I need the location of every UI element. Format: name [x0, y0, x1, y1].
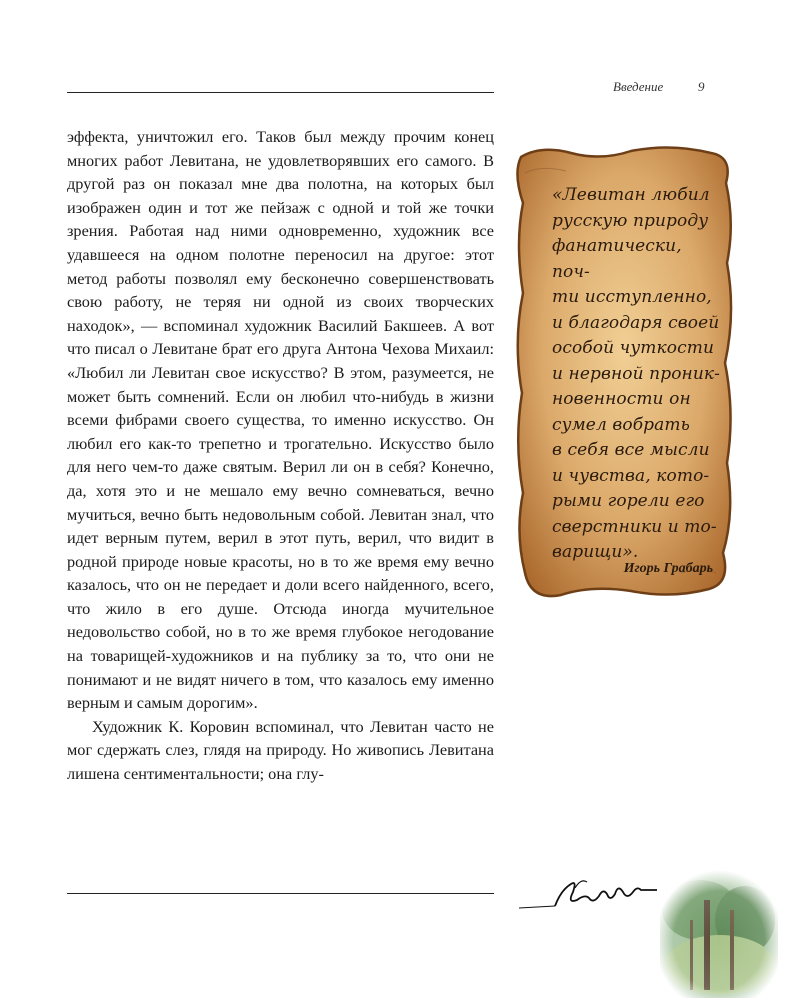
quote-line: фанатически, поч- [552, 236, 682, 282]
running-head [560, 79, 710, 97]
quote-line: и чувства, кото- [552, 465, 710, 486]
paragraph: Художник К. Коровин вспоминал, что Левитан часто не мог сдержать слез, глядя на природу. Но живопись Левитана лишена сентиментальности; она глу- [67, 716, 494, 784]
footer-rule [67, 893, 494, 894]
main-text-column [67, 125, 494, 786]
quote-line: в себя все мысли [552, 440, 710, 460]
header-rule [67, 92, 494, 93]
page-number: 9 [698, 79, 705, 94]
paragraph: эффекта, уничтожил его. Таков был между прочим конец многих работ Левитана, не удовлетворявших его самого. В другой раз он показал мне два полотна, на которых был изображен один и тот же пейзаж с одной и той же точки зрения. Работая над ними одновременно, художник все удавшееся на одном полотне переносил на другое: этот метод работы позволял ему бесконечно совершенствовать свою работу, не теряя ни одной из своих творческих находок», — вспоминал художник Василий Бакшеев. А вот что писал о Левитане брат его друга Антона Чехова Михаил: «Любил ли Левитан свое искусство? В этом, разумеется, не может быть сомнений. Если он любил что-нибудь в жизни всеми фибрами своего существа, то именно искусство. Он любил его как-то трепетно и трогательно. Искусство было для него чем-то даже святым. Верил ли он в себя? Конечно, да, хотя это и не мешало ему вечно сомневаться, вечно мучиться, вечно быть недовольным собой. Левитан знал, что идет верным путем, верил в этот путь, верил, что видит в родной природе новые красоты, но в то же время ему вечно казалось, что он не передает и доли всего найденного, всего, что жило в его душе. Отсюда иногда мучительное недовольство собой, но в то же время глубокое негодование на товарищей-художников и на публику за то, что они не понимают и не видят ничего в том, что казалось ему именно верным и самым дорогим». [67, 127, 494, 713]
quote-line: сверстники и то- [552, 516, 717, 537]
quote-line: ти исступленно, [552, 287, 712, 307]
quote-line: и нервной проник- [552, 363, 720, 384]
quote-text [552, 183, 722, 566]
quote-author: Игорь Грабарь [623, 561, 713, 576]
quote-line: рыми горели его [552, 491, 705, 511]
quote-line: варищи». [552, 542, 639, 562]
signature-icon [515, 870, 660, 915]
section-title: Введение [613, 79, 664, 94]
quote-line: новенности он [552, 389, 691, 409]
quote-line: сумел вобрать [552, 414, 690, 435]
quote-line: особой чуткости [552, 338, 714, 358]
quote-line: и благодаря своей [552, 312, 720, 333]
forest-painting-vignette [660, 870, 778, 998]
quote-line: русскую природу [552, 210, 709, 231]
parchment-quote-box [511, 143, 739, 600]
quote-line: «Левитан любил [552, 185, 710, 205]
